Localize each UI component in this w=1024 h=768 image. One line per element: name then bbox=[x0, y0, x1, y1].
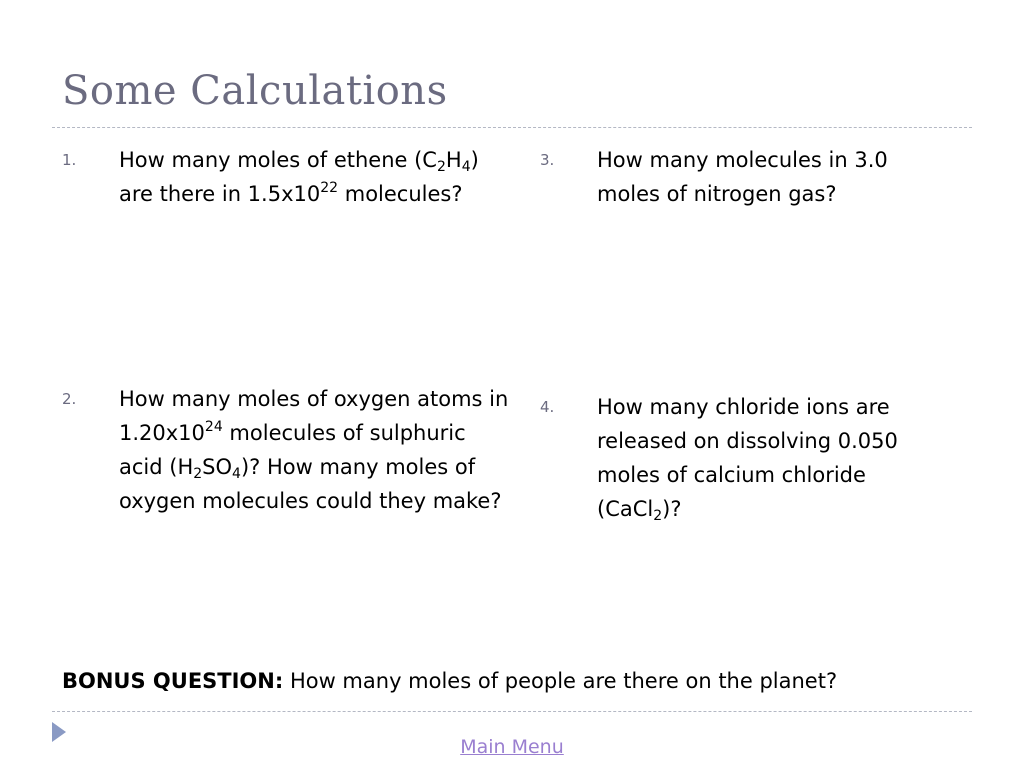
text-run: molecules of sulphuric acid (H bbox=[119, 421, 466, 479]
title-divider bbox=[52, 127, 972, 128]
question-text bbox=[597, 143, 937, 211]
question-number: 3. bbox=[540, 151, 555, 169]
question-text bbox=[119, 143, 479, 211]
text-run: molecules? bbox=[338, 182, 463, 206]
text-run: ) are there in 1.5x10 bbox=[119, 148, 479, 206]
main-menu-link[interactable]: Main Menu bbox=[460, 736, 564, 758]
question-number: 1. bbox=[62, 151, 77, 169]
subscript: 4 bbox=[461, 159, 471, 175]
bonus-text: How many moles of people are there on the planet? bbox=[283, 669, 838, 693]
text-run: )? bbox=[662, 497, 682, 521]
question-number: 2. bbox=[62, 390, 77, 408]
text-run: How many molecules in 3.0 moles of nitrogen gas? bbox=[597, 148, 888, 206]
superscript: 24 bbox=[204, 419, 223, 435]
bonus-question bbox=[62, 664, 837, 698]
text-run: )? How many moles of oxygen molecules could they make? bbox=[119, 455, 502, 513]
text-run: H bbox=[445, 148, 462, 172]
text-run: How many chloride ions are released on dissolving 0.050 moles of calcium chloride (CaCl bbox=[597, 395, 898, 521]
superscript: 22 bbox=[320, 180, 339, 196]
text-run: How many moles of oxygen atoms in 1.20x10 bbox=[119, 387, 509, 445]
subscript: 4 bbox=[232, 466, 241, 482]
text-run: SO bbox=[202, 455, 233, 479]
subscript: 2 bbox=[436, 159, 446, 175]
bonus-label: BONUS QUESTION: bbox=[62, 669, 284, 693]
footer-divider bbox=[52, 711, 972, 712]
text-run: How many moles of ethene (C bbox=[119, 148, 437, 172]
question-number: 4. bbox=[540, 398, 555, 416]
question-text bbox=[119, 382, 509, 518]
slide-title: Some Calculations bbox=[62, 68, 448, 114]
subscript: 2 bbox=[193, 466, 203, 482]
subscript: 2 bbox=[653, 508, 663, 524]
question-text bbox=[597, 390, 937, 526]
